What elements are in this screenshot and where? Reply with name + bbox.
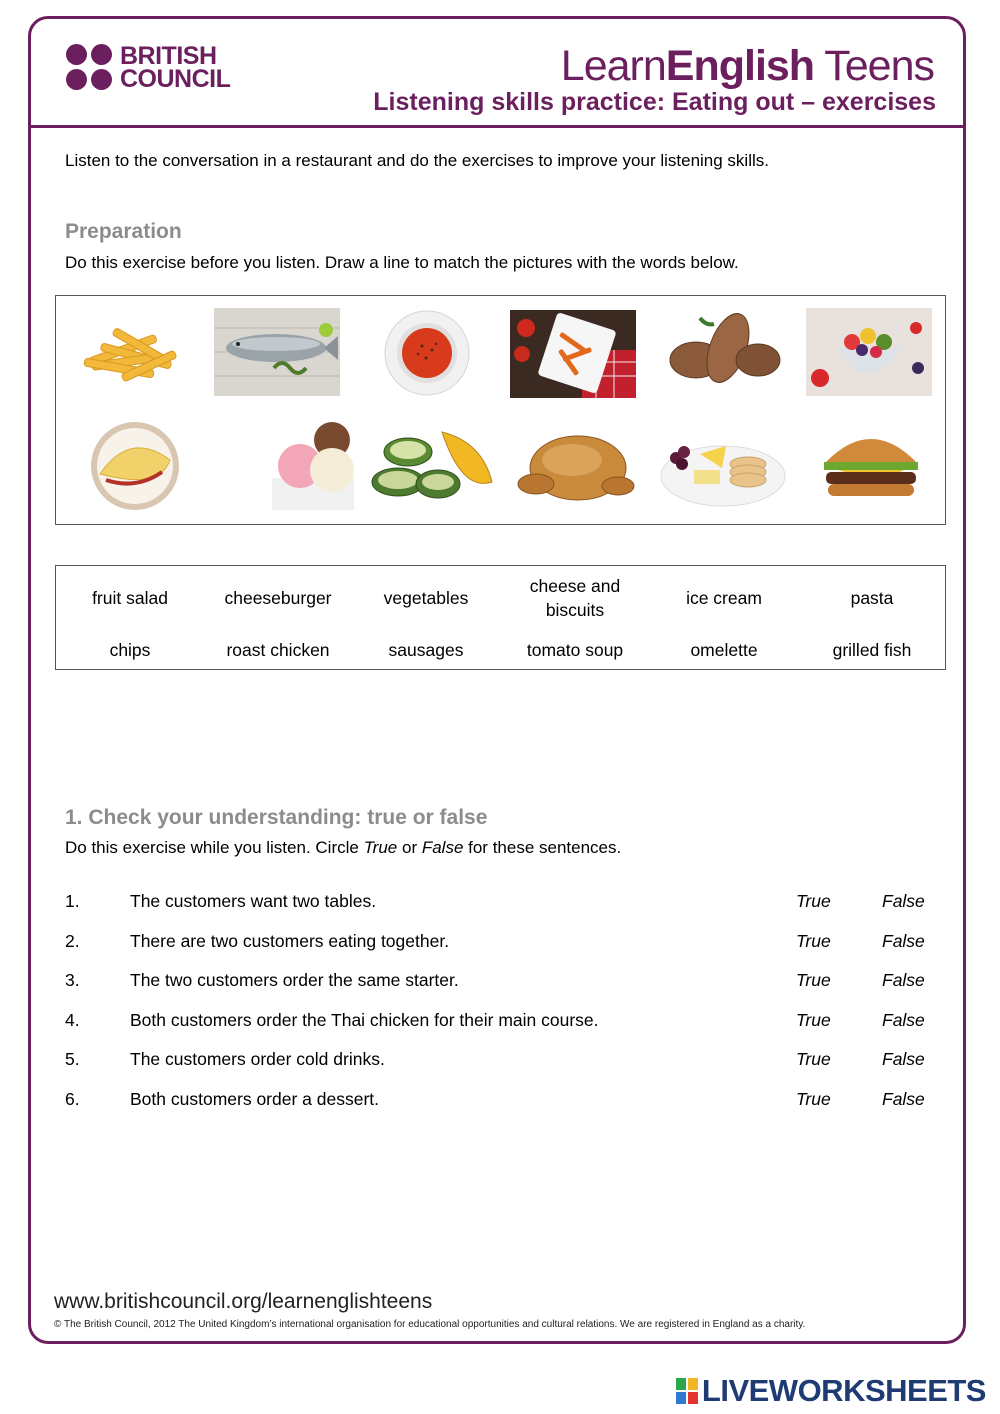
word-ice-cream[interactable]: ice cream: [686, 588, 762, 608]
chips-image[interactable]: [70, 308, 196, 396]
question-number: 5.: [65, 1049, 80, 1069]
page-frame: [28, 16, 966, 1344]
question-number: 3.: [65, 970, 80, 990]
true-option[interactable]: True: [796, 1010, 831, 1030]
question-text: There are two customers eating together.: [130, 931, 450, 951]
false-option[interactable]: False: [882, 1010, 925, 1030]
question-number: 4.: [65, 1010, 80, 1030]
liveworksheets-icon: [676, 1378, 698, 1404]
false-option[interactable]: False: [882, 970, 925, 990]
false-option[interactable]: False: [882, 891, 925, 911]
instr-part-a: Do this exercise while you listen. Circle: [65, 838, 364, 857]
word-chips[interactable]: chips: [109, 640, 151, 660]
pasta-image[interactable]: [510, 310, 636, 398]
exercise-1-instruction: [65, 838, 621, 858]
false-option[interactable]: False: [882, 931, 925, 951]
word-tomato-soup[interactable]: tomato soup: [526, 640, 624, 660]
question-text: The customers order cold drinks.: [130, 1049, 385, 1069]
brand-teens: Teens: [814, 42, 934, 90]
question-text: The customers want two tables.: [130, 891, 377, 911]
intro-text: Listen to the conversation in a restaurant and do the exercises to improve your listening skills.: [65, 151, 769, 170]
question-number: 1.: [65, 891, 80, 911]
roast-chicken-image[interactable]: [512, 422, 638, 510]
cheese-and-biscuits-image[interactable]: [660, 424, 786, 512]
question-text: The two customers order the same starter.: [130, 970, 459, 990]
instr-or: or: [397, 838, 422, 857]
true-option[interactable]: True: [796, 970, 831, 990]
word-fruit-salad[interactable]: fruit salad: [92, 588, 168, 608]
word-roast-chicken[interactable]: roast chicken: [226, 640, 330, 660]
question-text: Both customers order a dessert.: [130, 1089, 379, 1109]
word-omelette[interactable]: omelette: [690, 640, 758, 660]
liveworksheets-watermark[interactable]: [676, 1373, 986, 1409]
word-sausages[interactable]: sausages: [388, 640, 464, 660]
tomato-soup-image[interactable]: [364, 308, 490, 396]
sausages-image[interactable]: [660, 306, 786, 394]
learnenglish-teens-logo: [561, 42, 934, 91]
header-divider: [28, 125, 966, 128]
question-number: 2.: [65, 931, 80, 951]
fruit-salad-image[interactable]: [806, 308, 932, 396]
ice-cream-image[interactable]: [228, 422, 354, 510]
word-box: [55, 565, 946, 670]
false-option[interactable]: False: [882, 1089, 925, 1109]
preparation-instruction: Do this exercise before you listen. Draw a line to match the pictures with the words below.: [65, 253, 739, 272]
cheeseburger-image[interactable]: [808, 422, 934, 510]
question-number: 6.: [65, 1089, 80, 1109]
preparation-heading: Preparation: [65, 220, 182, 243]
word-vegetables[interactable]: vegetables: [383, 588, 469, 608]
british-council-logo: [66, 44, 230, 92]
brand-learn: Learn: [560, 42, 666, 90]
true-option[interactable]: True: [796, 891, 831, 911]
footer-url[interactable]: www.britishcouncil.org/learnenglishteens: [54, 1290, 433, 1313]
question-text: Both customers order the Thai chicken for their main course.: [130, 1010, 599, 1030]
grilled-fish-image[interactable]: [214, 308, 340, 396]
liveworksheets-text: LIVEWORKSHEETS: [701, 1373, 986, 1408]
word-cheese-and-biscuits[interactable]: cheese and biscuits: [529, 576, 621, 620]
british-council-dots-icon: [66, 44, 114, 92]
instr-part-b: for these sentences.: [463, 838, 622, 857]
false-option[interactable]: False: [882, 1049, 925, 1069]
instr-true: True: [363, 838, 398, 857]
page-title: Listening skills practice: Eating out – exercises: [373, 88, 936, 116]
word-pasta[interactable]: pasta: [850, 588, 894, 608]
vegetables-image[interactable]: [368, 422, 494, 510]
exercise-1-heading: 1. Check your understanding: true or false: [65, 806, 488, 829]
omelette-image[interactable]: [72, 422, 198, 510]
logo-line-2: COUNCIL: [120, 65, 231, 93]
true-option[interactable]: True: [796, 1089, 831, 1109]
word-grilled-fish[interactable]: grilled fish: [832, 640, 912, 660]
true-option[interactable]: True: [796, 931, 831, 951]
logo-line-1: BRITISH: [120, 42, 217, 70]
pictures-box: [55, 295, 946, 525]
instr-false: False: [421, 838, 464, 857]
footer-copyright: © The British Council, 2012 The United Kingdom’s international organisation for educational opportunities and cultural relations. We are registered in England as a charity.: [54, 1319, 806, 1330]
brand-english: English: [665, 42, 815, 90]
true-option[interactable]: True: [796, 1049, 831, 1069]
word-cheeseburger[interactable]: cheeseburger: [224, 588, 332, 608]
